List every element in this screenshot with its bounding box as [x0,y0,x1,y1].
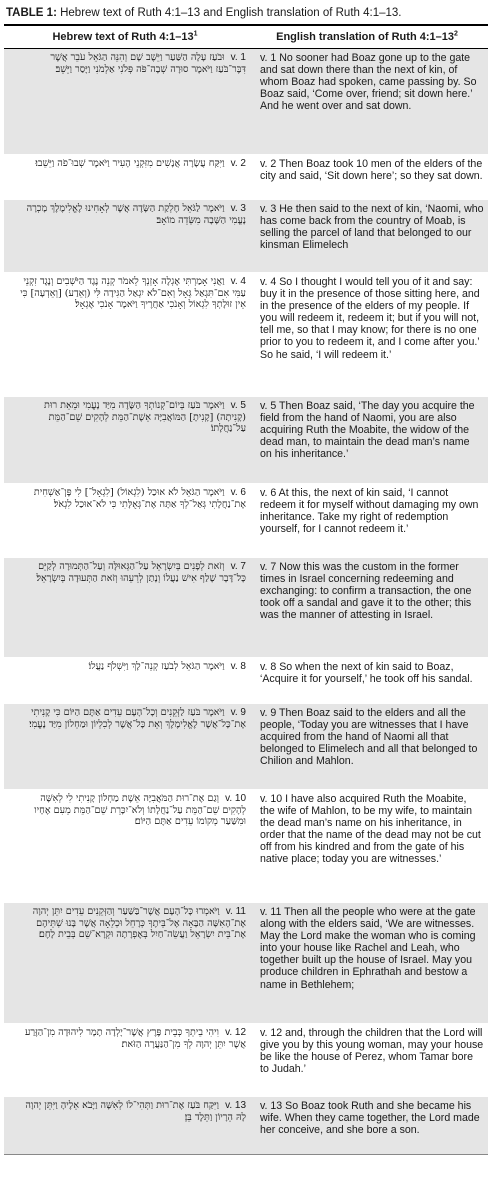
english-cell: v. 13 So Boaz took Ruth and she became his wife. When they came together, the Lord made her conceive, and she bore a son. [260,1100,480,1137]
english-cell: v. 10 I have also acquired Ruth the Moabite, the wife of Mahlon, to be my wife, to maintain the dead man’s name on his inheritance, in order that the name of the dead may not be cut off from his kindred and from the gate of his native place; today you are witnesses.’ [260,793,481,866]
table-caption-text: Hebrew text of Ruth 4:1–13 and English translation of Ruth 4:1–13. [56,7,402,19]
verse-number: v. 11 [225,906,246,917]
verse-number: v. 3 [230,203,246,214]
footnote-marker: 1 [193,30,198,38]
english-cell: v. 12 and, through the children that the Lord will give you by this young woman, may your house be like the house of Perez, whom Tamar bore to Judah.’ [260,1027,484,1076]
hebrew-cell [4,484,254,557]
table-row [4,49,488,155]
english-cell: v. 9 Then Boaz said to the elders and all the people, ‘Today you are witnesses that I have acquired from the hand of Naomi all that belonged to Elimelech and all that belonged to Chilion and Mahlon. [260,707,478,768]
table-caption-label: TABLE 1: [6,7,57,19]
table-row [4,1024,488,1097]
table-row [4,397,488,484]
hebrew-cell [4,273,254,396]
hebrew-text: וַיֹּאמְרוּ כָּל־הָעָם אֲשֶׁר־בַּשַּׁעַר וְהַזְּקֵנִים עֵדִים יִתֵּן יְהוָה אֶת־הָאִשָּׁה הַבָּאָה אֶל־בֵּיתֶךָ כְּרָחֵל וּכְלֵאָה אֲשֶׁר בָּנוּ שְׁתֵּיהֶם אֶת־בֵּית יִשְׂרָאֵל וַעֲשֵׂה־חַיִל בְּאֶפְרָתָה וּקְרָא־שֵׁם בְּבֵית לָחֶם׃ [32,906,246,941]
table-row [4,155,488,200]
verse-number: v. 9 [230,707,246,718]
table-row [4,1097,488,1155]
hebrew-cell [4,49,254,154]
footnote-marker: 2 [453,30,458,38]
hebrew-cell [4,1024,254,1096]
hebrew-text: וַיֹּאמֶר הַגֹּאֵל לְבֹעַז קְנֵה־לָךְ וַיִּשְׁלֹף נַעֲלוֹ׃ [88,661,225,672]
hebrew-text: וַיֹּאמֶר לַגֹּאֵל חֶלְקַת הַשָּׂדֶה אֲשֶׁר לְאָחִינוּ לֶאֱלִימֶלֶךְ מָכְרָה נָעֳמִי הַשָּׁבָה מִשְּׂדֵה מוֹאָב׃ [26,203,246,226]
hebrew-text: וְזֹאת לְפָנִים בְּיִשְׂרָאֵל עַל־הַגְּאוּלָּה וְעַל־הַתְּמוּרָה לְקַיֵּם כָּל־דָּבָר שָׁלַף אִישׁ נַעֲלוֹ וְנָתַן לְרֵעֵהוּ וְזֹאת הַתְּעוּדָה בְּיִשְׂרָאֵל׃ [36,561,246,584]
hebrew-text: וַיֹּאמֶר בֹּעַז לַזְּקֵנִים וְכָל־הָעָם עֵדִים אַתֶּם הַיּוֹם כִּי קָנִיתִי אֶת־כָּל־אֲשֶׁר לֶאֱלִימֶלֶךְ וְאֵת כָּל־אֲשֶׁר לְכִלְיוֹן וּמַחְלוֹן מִיַּד נָעֳמִי׃ [29,707,246,730]
english-cell: v. 2 Then Boaz took 10 men of the elders of the city and said, ‘Sit down here’; so they sat down. [260,158,483,183]
english-cell: v. 4 So I thought I would tell you of it and say: buy it in the presence of those sitting here, and in the presence of the elders of my people. If you will redeem it, redeem it; but if you will not, tell me, so that I may know; for there is no one prior to you to redeem it, and I come after you.’ So he said, ‘I will redeem it.’ [260,276,480,361]
table-row [4,658,488,704]
english-cell: v. 8 So when the next of kin said to Boaz, ‘Acquire it for yourself,’ he took off his sandal. [260,661,473,686]
hebrew-cell [4,1097,254,1154]
verse-number: v. 8 [230,661,246,672]
verse-number: v. 7 [230,561,246,572]
table-row [4,704,488,790]
table-row [4,200,488,273]
hebrew-column-header: Hebrew text of Ruth $4:1-13^1$ [52,30,198,43]
hebrew-text: וַיִּקַּח בֹּעַז אֶת־רוּת וַתְּהִי־לוֹ לְאִשָּׁה וַיָּבֹא אֵלֶיהָ וַיִּתֵּן יְהוָה לָהּ הֵרָיוֹן וַתֵּלֶד בֵּן׃ [25,1100,246,1123]
table-row [4,558,488,658]
english-cell: v. 1 No sooner had Boaz gone up to the gate and sat down there than the next of kin, of whom Boaz had spoken, came passing by. So Boaz said, ‘Come over, friend; sit down here.’ And he went over and sat down. [260,52,477,113]
hebrew-text: וַיֹּאמֶר הַגֹּאֵל לֹא אוּכַל (לִגְאוֹל) [לִגְאָל־] לִי פֶּן־אַשְׁחִית אֶת־נַחֲלָתִי גְּאַל־לְךָ אַתָּה אֶת־גְּאֻלָּתִי כִּי לֹא־אוּכַל לִגְאֹל׃ [33,487,246,510]
verse-number: v. 10 [225,793,246,804]
table-row [4,484,488,558]
hebrew-text: וִיהִי בֵיתְךָ כְּבֵית פֶּרֶץ אֲשֶׁר־יָלְדָה תָמָר לִיהוּדָה מִן־הַזֶּרַע אֲשֶׁר יִתֵּן יְהוָה לְךָ מִן־הַנַּעֲרָה הַזֹּאת׃ [24,1027,246,1050]
hebrew-cell [4,704,254,789]
verse-number: v. 12 [225,1027,246,1038]
translation-table [4,24,488,1155]
verse-number: v. 4 [230,276,246,287]
hebrew-text: וְגַם אֶת־רוּת הַמֹּאֲבִיָּה אֵשֶׁת מַחְלוֹן קָנִיתִי לִי לְאִשָּׁה לְהָקִים שֵׁם־הַמֵּת עַל־נַחֲלָתוֹ וְלֹא־יִכָּרֵת שֵׁם־הַמֵּת מֵעִם אֶחָיו וּמִשַּׁעַר מְקוֹמוֹ עֵדִים אַתֶּם הַיּוֹם׃ [34,793,246,828]
hebrew-text: וַיֹּאמֶר בֹּעַז בְּיוֹם־קְנוֹתְךָ הַשָּׂדֶה מִיַּד נָעֳמִי וּמֵאֵת רוּת (קָנִיתָה) [קָנִיתָ] הַמּוֹאֲבִיָּה אֵשֶׁת־הַמֵּת לְהָקִים שֵׁם־הַמֵּת עַל־נַחֲלָתוֹ׃ [44,400,246,435]
english-cell: v. 5 Then Boaz said, ‘The day you acquire the field from the hand of Naomi, you are also acquiring Ruth the Moabite, the widow of the dead man, to maintain the dead man’s name on his inheritance.’ [260,400,475,461]
table-row [4,903,488,1024]
hebrew-cell [4,790,254,902]
verse-number: v. 6 [230,487,246,498]
table-header-row [4,26,488,49]
table-caption [6,6,402,20]
english-cell: v. 3 He then said to the next of kin, ‘Naomi, who has come back from the country of Moab, is selling the parcel of land that belonged to our kinsman Elimelech [260,203,484,252]
hebrew-text: וַיִּקַּח עֲשָׂרָה אֲנָשִׁים מִזִּקְנֵי הָעִיר וַיֹּאמֶר שְׁבוּ־פֹה וַיֵּשֵׁבוּ׃ [35,158,225,169]
hebrew-cell [4,397,254,483]
verse-number: v. 5 [230,400,246,411]
hebrew-cell [4,155,254,199]
hebrew-cell [4,200,254,272]
hebrew-cell [4,903,254,1023]
hebrew-text: וּבֹעַז עָלָה הַשַּׁעַר וַיֵּשֶׁב שָׁם וְהִנֵּה הַגֹּאֵל עֹבֵר אֲשֶׁר דִּבֶּר־בֹּעַז וַיֹּאמֶר סוּרָה שְׁבָה־פֹּה פְּלֹנִי אַלְמֹנִי וַיָּסַר וַיֵּשֵׁב׃ [50,52,246,75]
verse-number: v. 1 [230,52,246,63]
table-row [4,273,488,397]
verse-number: v. 2 [230,158,246,169]
english-column-header: English translation of Ruth $4:1-13^2$ [276,30,458,43]
english-cell: v. 11 Then all the people who were at the gate along with the elders said, ‘We are witnesses. May the Lord make the woman who is coming into your house like Rachel and Leah, who together built up the house of Israel. May you produce children in Ephrathah and bestow a name in Bethlehem; [260,906,476,991]
english-cell: v. 6 At this, the next of kin said, ‘I cannot redeem it for myself without damaging my own inheritance. Take my right of redemption yourself, for I cannot redeem it.’ [260,487,479,536]
verse-number: v. 13 [225,1100,246,1111]
hebrew-cell [4,658,254,703]
english-cell: v. 7 Now this was the custom in the former times in Israel concerning redeeming and exchanging: to confirm a transaction, the one took off a sandal and gave it to the other; this was the manner of attesting in Israel. [260,561,472,622]
hebrew-text: וַאֲנִי אָמַרְתִּי אֶגְלֶה אָזְנְךָ לֵאמֹר קְנֵה נֶגֶד הַיֹּשְׁבִים וְנֶגֶד זִקְנֵי עַמִּי אִם־תִּגְאַל גְּאָל וְאִם־לֹא יִגְאַל הַגִּידָה לִּי (וְאֵדַע) [וְאֵדְעָה] כִּי אֵין זוּלָתְךָ לִגְאוֹל וְאָנֹכִי אַחֲרֶיךָ וַיֹּאמֶר אָנֹכִי אֶגְאָל׃ [20,276,246,311]
table-row [4,790,488,903]
hebrew-cell [4,558,254,657]
